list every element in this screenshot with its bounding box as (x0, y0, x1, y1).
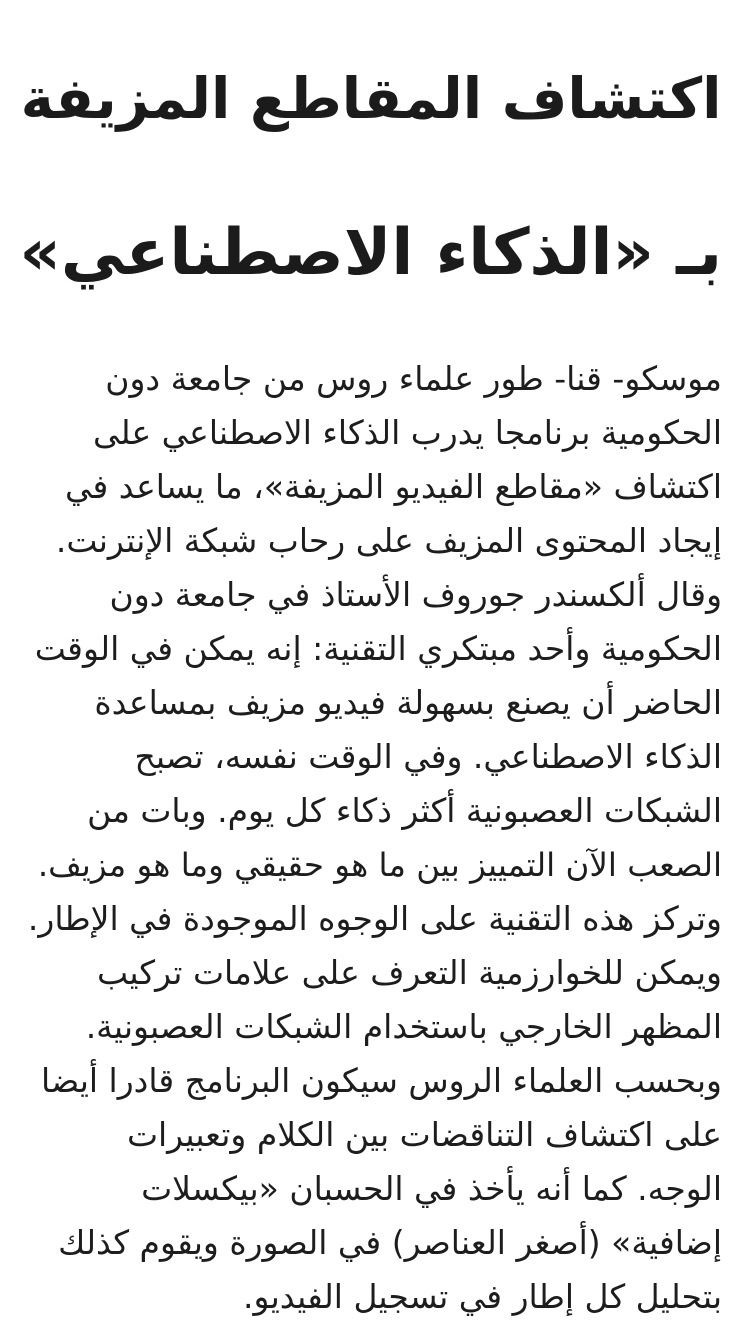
body-line: بتحليل كل إطار في تسجيل الفيديو. (243, 1277, 722, 1316)
body-line: موسكو- قنا- طور علماء روس من جامعة دون (105, 359, 722, 398)
article-body (28, 352, 722, 1324)
body-line: وقال ألكسندر جوروف الأستاذ في جامعة دون (109, 575, 722, 614)
body-line: الحكومية برنامجا يدرب الذكاء الاصطناعي على (93, 413, 722, 452)
body-line: وبحسب العلماء الروس سيكون البرنامج قادرا أيضا (41, 1061, 722, 1100)
body-line: إضافية» (أصغر العناصر) في الصورة ويقوم كذلك (58, 1223, 722, 1262)
body-line: الذكاء الاصطناعي. وفي الوقت نفسه، تصبح (134, 737, 722, 776)
body-line: الحاضر أن يصنع بسهولة فيديو مزيف بمساعدة (94, 683, 722, 722)
headline-line-1: اكتشاف المقاطع المزيفة (20, 67, 722, 132)
body-line: المظهر الخارجي باستخدام الشبكات العصبونية. (85, 1007, 722, 1046)
body-line: على اكتشاف التناقضات بين الكلام وتعبيرات (126, 1115, 722, 1154)
body-line: إيجاد المحتوى المزيف على رحاب شبكة الإنترنت. (55, 521, 722, 560)
headline-line-2: بـ «الذكاء الاصطناعي» (19, 216, 722, 290)
body-line: الصعب الآن التمييز بين ما هو حقيقي وما هو مزيف. (37, 846, 722, 884)
body-line: ويمكن للخوارزمية التعرف على علامات تركيب (97, 953, 722, 992)
body-line: الشبكات العصبونية أكثر ذكاء كل يوم. وبات من (87, 791, 722, 830)
body-line: الوجه. كما أنه يأخذ في الحسبان «بيكسلات (141, 1169, 722, 1208)
body-line: وتركز هذه التقنية على الوجوه الموجودة في الإطار. (27, 899, 722, 938)
body-line: الحكومية وأحد مبتكري التقنية: إنه يمكن في الوقت (34, 629, 722, 668)
body-line: اكتشاف «مقاطع الفيديو المزيفة»، ما يساعد في (65, 467, 722, 506)
